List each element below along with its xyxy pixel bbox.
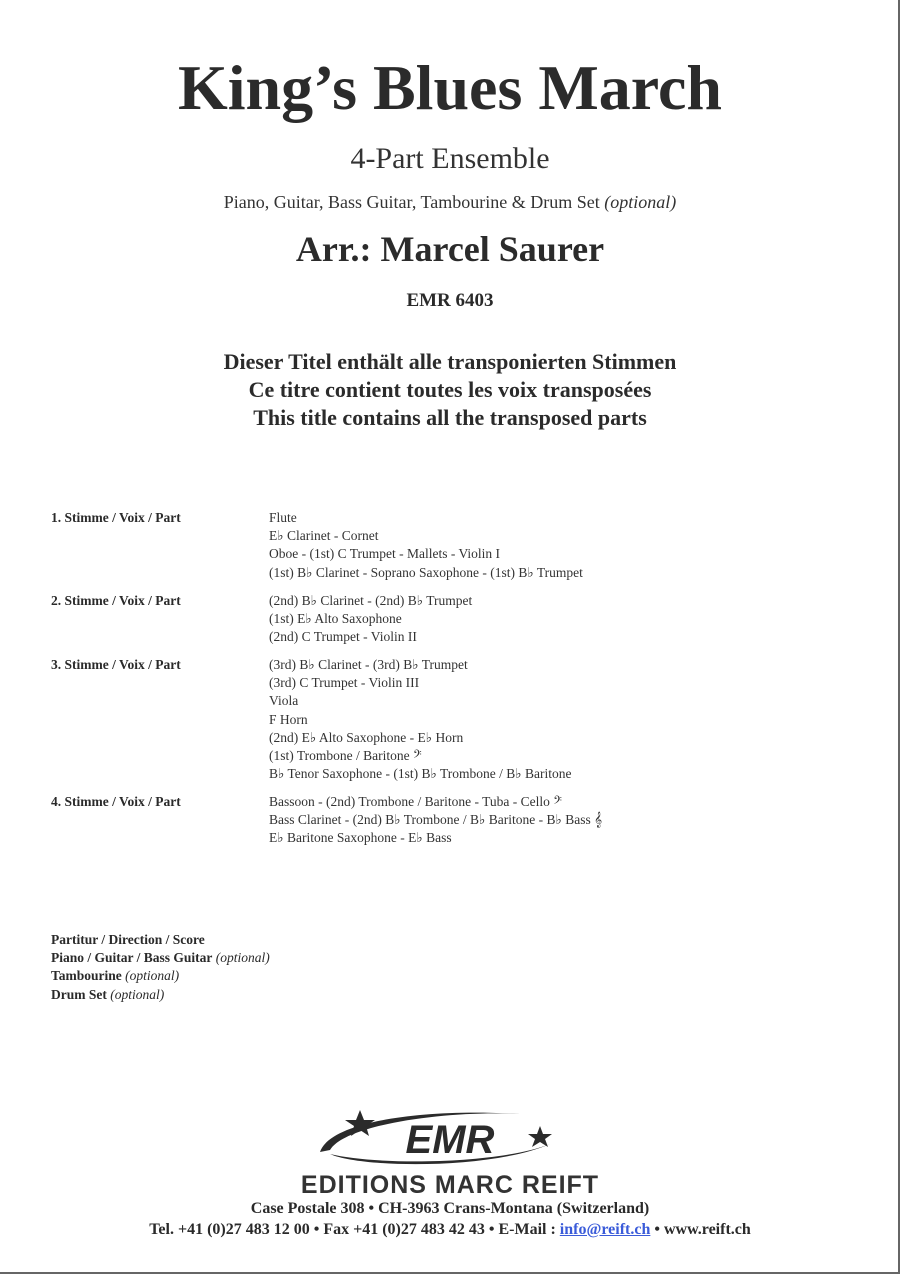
part-instrument: (1st) E♭ Alto Saxophone bbox=[269, 611, 402, 627]
piece-title: King’s Blues March bbox=[177, 52, 723, 123]
website-text[interactable]: • www.reift.ch bbox=[654, 1221, 751, 1238]
arranger: Arr.: Marcel Saurer bbox=[295, 229, 605, 269]
part-instrument: F Horn bbox=[269, 711, 308, 727]
extra-part-label: Tambourine bbox=[51, 968, 122, 984]
part-instrument: (3rd) B♭ Clarinet - (3rd) B♭ Trumpet bbox=[269, 657, 468, 672]
part-instrument-list bbox=[269, 509, 583, 582]
publisher-address: Case Postale 308 • CH-3963 Crans-Montana (Switzerland) bbox=[250, 1200, 650, 1217]
part-instrument: (3rd) C Trumpet - Violin III bbox=[269, 675, 420, 691]
extra-part-label: Piano / Guitar / Bass Guitar bbox=[51, 950, 213, 966]
part-instrument: Viola bbox=[269, 693, 299, 709]
extra-part bbox=[51, 986, 270, 1004]
extra-part bbox=[51, 967, 270, 985]
part-label: 1. Stimme / Voix / Part bbox=[51, 510, 181, 525]
part-instrument-list bbox=[269, 592, 472, 647]
part-label: 3. Stimme / Voix / Part bbox=[51, 657, 181, 672]
extra-parts-list bbox=[51, 931, 270, 1004]
part-instrument: Bass Clarinet - (2nd) B♭ Trombone / B♭ Baritone - B♭ Bass 𝄞 bbox=[269, 812, 603, 828]
ensemble-subtitle: 4-Part Ensemble bbox=[350, 142, 550, 175]
part-instrument-list bbox=[269, 656, 572, 783]
email-link[interactable]: info@reift.ch bbox=[559, 1221, 651, 1238]
publisher-contact bbox=[0, 1219, 900, 1241]
part-instrument: E♭ Baritone Saxophone - E♭ Bass bbox=[269, 830, 452, 846]
notice-french: Ce titre contient toutes les voix transposées bbox=[248, 377, 652, 402]
part-instrument: (1st) Trombone / Baritone 𝄢 bbox=[269, 748, 422, 764]
notice-german: Dieser Titel enthält alle transponierten Stimmen bbox=[223, 349, 677, 374]
part-instrument: (2nd) E♭ Alto Saxophone - E♭ Horn bbox=[269, 729, 464, 745]
part-instrument: Oboe - (1st) C Trumpet - Mallets - Violin I bbox=[269, 546, 501, 562]
catalog-code: EMR 6403 bbox=[406, 290, 494, 311]
notice-english: This title contains all the transposed parts bbox=[253, 405, 647, 430]
logo-text: EMR bbox=[405, 1118, 495, 1162]
publisher-name: EDITIONS MARC REIFT bbox=[300, 1171, 600, 1199]
part-instrument: Flute bbox=[269, 510, 297, 525]
extra-part-optional: (optional) bbox=[110, 986, 165, 1002]
part-instrument: (2nd) C Trumpet - Violin II bbox=[269, 629, 417, 645]
part-instrument: Bassoon - (2nd) Trombone / Baritone - Tuba - Cello 𝄢 bbox=[269, 794, 562, 809]
part-instrument: E♭ Clarinet - Cornet bbox=[269, 528, 379, 544]
part-label: 4. Stimme / Voix / Part bbox=[51, 794, 181, 809]
part-instrument: (2nd) B♭ Clarinet - (2nd) B♭ Trumpet bbox=[269, 593, 473, 608]
part-label: 2. Stimme / Voix / Part bbox=[51, 593, 181, 608]
contact-phone-fax: Tel. +41 (0)27 483 12 00 • Fax +41 (0)27 483 42 43 • E-Mail : bbox=[149, 1221, 556, 1238]
extra-part-optional: (optional) bbox=[215, 950, 270, 966]
instrumentation-line bbox=[0, 190, 900, 214]
extra-part-label: Partitur / Direction / Score bbox=[51, 932, 205, 947]
extra-part bbox=[51, 949, 270, 967]
emr-logo-icon bbox=[300, 1104, 600, 1174]
part-instrument: (1st) B♭ Clarinet - Soprano Saxophone - (1st) B♭ Trumpet bbox=[269, 564, 583, 580]
extra-part-label: Drum Set bbox=[51, 986, 107, 1002]
extra-part-optional: (optional) bbox=[125, 968, 180, 984]
extra-part bbox=[51, 931, 270, 949]
instrumentation-text: Piano, Guitar, Bass Guitar, Tambourine & Drum Set bbox=[223, 192, 600, 212]
part-instrument-list bbox=[269, 793, 602, 848]
instrumentation-optional: (optional) bbox=[604, 192, 677, 212]
part-instrument: B♭ Tenor Saxophone - (1st) B♭ Trombone / B♭ Baritone bbox=[269, 766, 572, 782]
